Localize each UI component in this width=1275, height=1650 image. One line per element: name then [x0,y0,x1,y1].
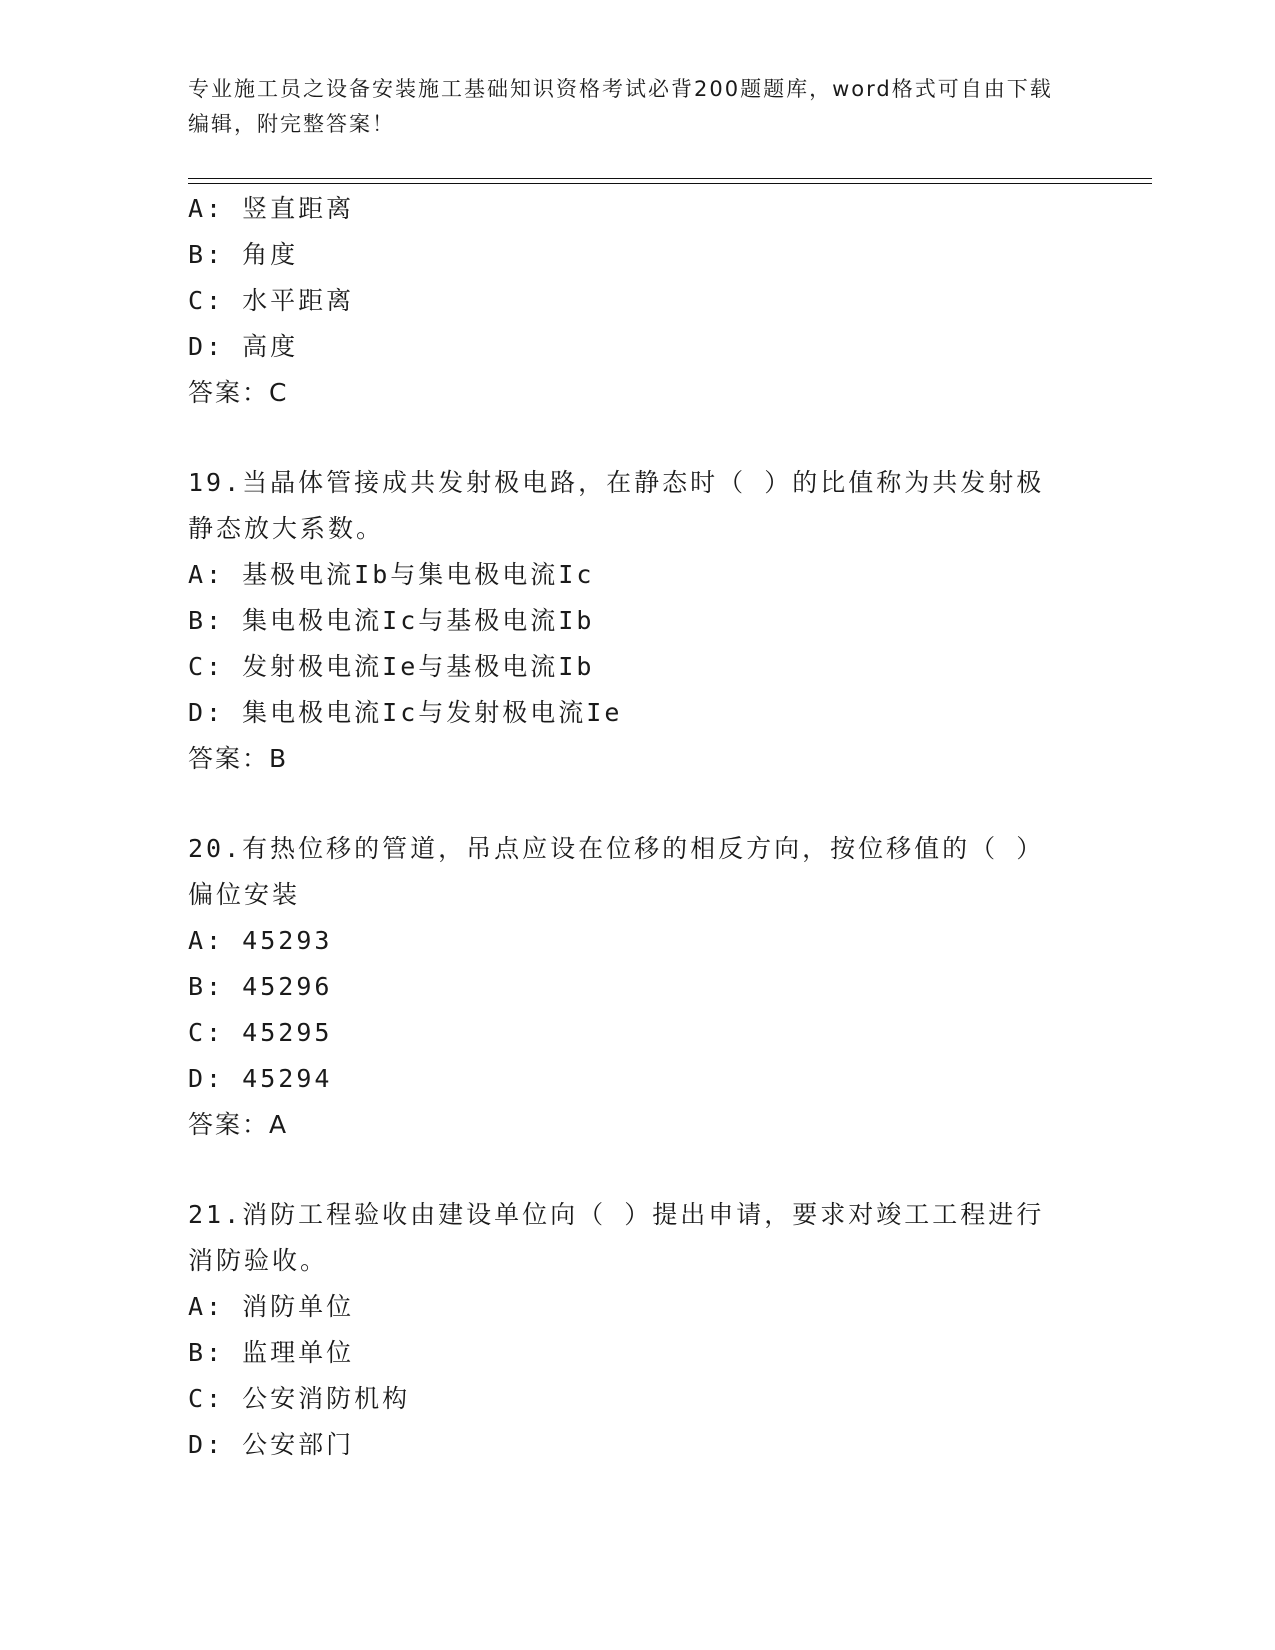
answer-line: 答案：B [188,744,289,773]
option-c: C: 公安消防机构 [188,1384,411,1413]
option-c: C: 45295 [188,1018,333,1047]
option-a: A: 基极电流Ib与集电极电流Ic [188,560,595,589]
question-stem: 20.有热位移的管道，吊点应设在位移的相反方向，按位移值的（ ）偏位安装 [188,834,1045,909]
spacer [188,1148,1088,1192]
header-rule-top [188,178,1152,179]
option-a: A: 45293 [188,926,333,955]
question-stem: 21.消防工程验收由建设单位向（ ）提出申请，要求对竣工工程进行消防验收。 [188,1200,1045,1275]
option-b: B: 角度 [188,240,299,269]
question-block-19 [188,460,1088,782]
question-list [188,186,1088,1468]
option-c: C: 发射极电流Ie与基极电流Ib [188,652,595,681]
option-d: D: 集电极电流Ic与发射极电流Ie [188,698,623,727]
option-b: B: 监理单位 [188,1338,355,1367]
option-d: D: 公安部门 [188,1430,355,1459]
question-stem: 19.当晶体管接成共发射极电路，在静态时（ ）的比值称为共发射极静态放大系数。 [188,468,1045,543]
option-b: B: 集电极电流Ic与基极电流Ib [188,606,595,635]
option-d: D: 高度 [188,332,299,361]
option-d: D: 45294 [188,1064,333,1093]
header-rule-bottom [188,183,1152,184]
option-b: B: 45296 [188,972,333,1001]
spacer [188,416,1088,460]
question-block-21 [188,1192,1088,1468]
option-a: A: 竖直距离 [188,194,355,223]
document-header: 专业施工员之设备安装施工基础知识资格考试必背200题题库，word格式可自由下载编辑，附完整答案！ [188,77,1053,136]
answer-line: 答案：A [188,1110,289,1139]
option-a: A: 消防单位 [188,1292,355,1321]
spacer [188,782,1088,826]
answer-line: 答案：C [188,378,289,407]
question-block-20 [188,826,1088,1148]
question-block-18 [188,186,1088,416]
option-c: C: 水平距离 [188,286,355,315]
